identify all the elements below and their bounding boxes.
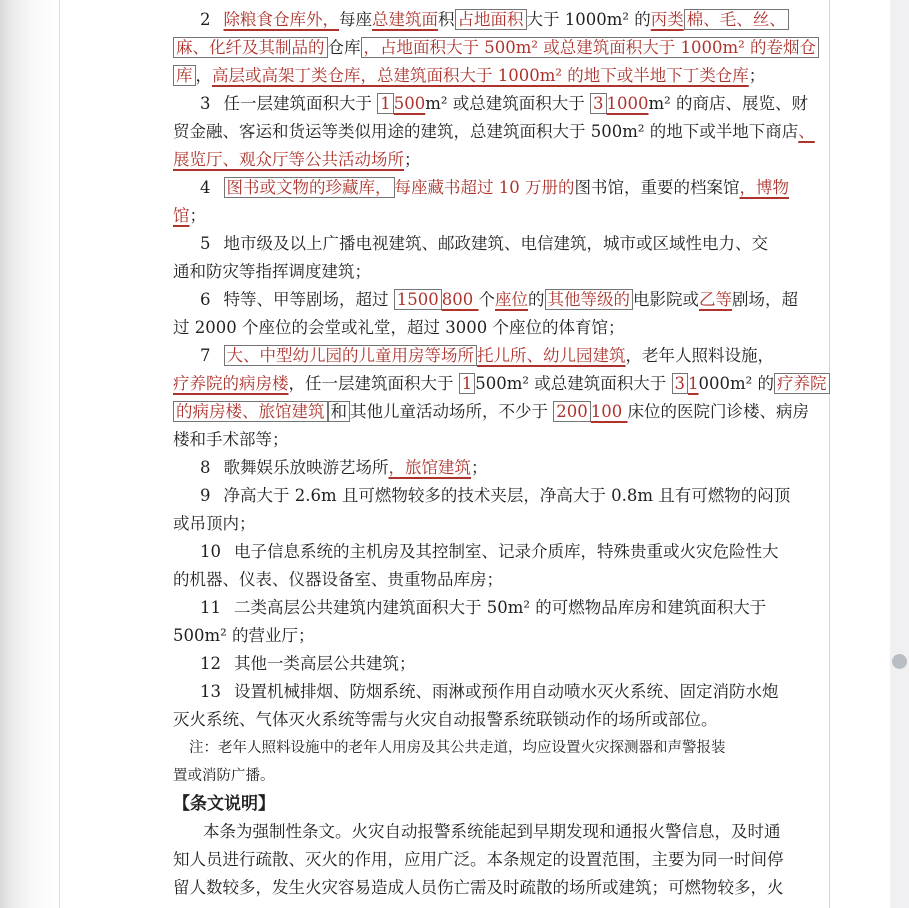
inserted-text-underlined: 500	[393, 94, 426, 113]
inserted-text-underlined: 100	[590, 402, 628, 421]
item-number: 9	[200, 486, 211, 505]
item-number: 13	[200, 682, 221, 701]
text-line	[173, 454, 739, 482]
body-text: ；	[404, 150, 421, 169]
text-line	[173, 286, 798, 314]
body-text: 电影院或	[633, 290, 699, 309]
item-number: 10	[200, 542, 221, 561]
deleted-text-boxed-black: 和	[328, 401, 351, 422]
text-line	[173, 510, 739, 538]
scrollbar-track[interactable]	[890, 0, 909, 908]
text-line	[173, 62, 766, 90]
body-text: 知人员进行疏散、灭火的作用，应用广泛。本条规定的设置范围，主要为同一时间停	[173, 850, 784, 869]
deleted-text-boxed: ，占地面积大于 500m² 或总建筑面积大于 1000m² 的卷烟仓	[361, 37, 820, 58]
body-text: m² 或总建筑面积大于	[425, 94, 591, 113]
body-text: m² 的商店、展览、财	[648, 94, 809, 113]
inserted-text-underlined: 1000	[606, 94, 649, 113]
body-text: 500m² 的营业厅；	[173, 626, 315, 645]
item-number: 6	[200, 290, 211, 309]
inserted-text-plain: 每座藏书超过 10 万册的	[394, 178, 575, 197]
text-line	[173, 230, 768, 258]
body-text: 或吊顶内；	[173, 514, 256, 533]
body-text: 的	[528, 290, 545, 309]
deleted-text-boxed: 1	[377, 93, 394, 114]
text-line	[173, 734, 739, 762]
text-line	[173, 6, 786, 34]
document-page	[59, 0, 830, 908]
deleted-text-boxed: 图书或文物的珍藏库，	[224, 177, 395, 198]
item-number: 5	[200, 234, 211, 253]
inserted-text-underlined: ，旅馆建筑	[388, 458, 471, 477]
inserted-text-underlined: 疗养院的病房楼	[173, 374, 289, 393]
body-text: 地市级及以上广播电视建筑、邮政建筑、电信建筑，城市或区域性电力、交	[223, 234, 768, 253]
body-text: 任一层建筑面积大于	[223, 94, 378, 113]
text-line	[173, 678, 779, 706]
text-line	[173, 90, 809, 118]
inserted-text-underlined: 高层或高架丁类仓库，总建筑面积大于 1000m² 的地下或半地下丁类仓库	[212, 66, 749, 85]
text-line	[173, 370, 827, 398]
body-text: 每座	[339, 10, 372, 29]
inserted-text-underlined: 展览厅、观众厅等公共活动场所	[173, 150, 404, 169]
deleted-text-boxed: 其他等级的	[545, 289, 634, 310]
body-text: 注：老年人照料设施中的老年人用房及其公共走道，均应设置火灾探测器和声警报装	[189, 740, 726, 756]
inserted-text-underlined: 、	[798, 122, 815, 141]
body-text: 通和防灾等指挥调度建筑；	[173, 262, 371, 281]
text-line	[173, 790, 739, 818]
inserted-text-underlined: ，博物	[739, 178, 789, 197]
text-line	[173, 342, 774, 370]
text-line	[173, 874, 784, 902]
text-line	[173, 594, 767, 622]
deleted-text-boxed: 大、中型幼儿园的儿童用房等场所	[224, 345, 478, 366]
body-text: 床位的医院门诊楼、病房	[627, 402, 809, 421]
text-line	[173, 118, 815, 146]
body-text: 图书馆，重要的档案馆	[574, 178, 740, 197]
inserted-text-underlined: 馆	[173, 206, 190, 225]
body-text: 贸金融、客运和货运等类似用途的建筑，总建筑面积大于 500m² 的地下或半地下商店	[173, 122, 799, 141]
inserted-text-underlined: 800	[441, 290, 479, 309]
text-line	[173, 762, 739, 790]
body-text: 剧场，超	[732, 290, 798, 309]
text-line	[173, 202, 739, 230]
text-line	[173, 258, 739, 286]
body-text: 其他一类高层公共建筑；	[234, 654, 416, 673]
deleted-text-boxed: 的病房楼、旅馆建筑	[173, 401, 328, 422]
body-text: 置或消防广播。	[173, 768, 275, 784]
body-text: 特等、甲等剧场，超过	[223, 290, 394, 309]
deleted-text-boxed: 疗养院	[774, 373, 830, 394]
inserted-text-underlined: 1	[688, 374, 699, 393]
item-number: 11	[200, 598, 221, 617]
body-text: ，任一层建筑面积大于	[288, 374, 459, 393]
deleted-text-boxed: 棉、毛、丝、	[684, 9, 789, 30]
inserted-text-underlined: 座位	[495, 290, 528, 309]
item-number: 7	[200, 346, 211, 365]
text-line	[173, 818, 781, 846]
item-number: 4	[200, 178, 211, 197]
body-text: 净高大于 2.6m 且可燃物较多的技术夹层，净高大于 0.8m 且有可燃物的闷顶	[223, 486, 791, 505]
deleted-text-boxed: 3	[672, 373, 689, 394]
deleted-text-boxed: 麻、化纤及其制品的	[173, 37, 328, 58]
deleted-text-boxed: 库	[173, 65, 196, 86]
page-left-shadow	[0, 0, 59, 908]
text-line	[173, 314, 739, 342]
text-line	[173, 538, 779, 566]
text-line	[173, 846, 784, 874]
body-text: 000m² 的	[698, 374, 774, 393]
body-text: 过 2000 个座位的会堂或礼堂，超过 3000 个座位的体育馆；	[173, 318, 625, 337]
deleted-text-boxed: 200	[553, 401, 591, 422]
inserted-text-underlined: 除粮食仓库外，	[223, 10, 339, 29]
item-number: 12	[200, 654, 221, 673]
deleted-text-boxed: 1	[459, 373, 476, 394]
text-line	[173, 174, 789, 202]
text-line	[173, 146, 739, 174]
text-line	[173, 650, 739, 678]
text-line	[173, 482, 791, 510]
body-text: ，老年人照料设施，	[625, 346, 774, 365]
body-text: 二类高层公共建筑内建筑面积大于 50m² 的可燃物品库房和建筑面积大于	[234, 598, 767, 617]
body-text: 留人数较多，发生火灾容易造成人员伤亡需及时疏散的场所或建筑；可燃物较多，火	[173, 878, 784, 897]
body-text: 的机器、仪表、仪器设备室、贵重物品库房；	[173, 570, 503, 589]
body-text: 大于 1000m² 的	[526, 10, 651, 29]
inserted-text-underlined: 总建筑面	[372, 10, 438, 29]
body-text: 灭火系统、气体灭火系统等需与火灾自动报警系统联锁动作的场所或部位。	[173, 710, 718, 729]
text-line	[173, 706, 739, 734]
body-text: ；	[748, 66, 766, 85]
body-text: 仓库	[327, 38, 361, 57]
body-text: 500m² 或总建筑面积大于	[475, 374, 672, 393]
body-text: ；	[471, 458, 488, 477]
text-line	[173, 622, 739, 650]
body-text: ，	[195, 66, 212, 85]
text-line	[173, 426, 739, 454]
deleted-text-boxed: 3	[590, 93, 607, 114]
inserted-text-underlined: 乙等	[699, 290, 732, 309]
body-text: 楼和手术部等；	[173, 430, 289, 449]
body-text: 积	[438, 10, 455, 29]
text-line	[173, 398, 809, 426]
text-line	[173, 566, 739, 594]
body-text: ；	[189, 206, 206, 225]
body-text: 个	[478, 290, 495, 309]
item-number: 2	[200, 10, 211, 29]
item-number: 3	[200, 94, 211, 113]
page-text	[173, 6, 827, 902]
body-text: 其他儿童活动场所，不少于	[350, 402, 554, 421]
body-text: 电子信息系统的主机房及其控制室、记录介质库，特殊贵重或火灾危险性大	[234, 542, 779, 561]
deleted-text-boxed: 占地面积	[455, 9, 527, 30]
body-text: 歌舞娱乐放映游艺场所	[223, 458, 389, 477]
inserted-text-underlined: 托儿所、幼儿园建筑	[477, 346, 626, 365]
item-number: 8	[200, 458, 211, 477]
body-text: 【条文说明】	[173, 794, 275, 814]
body-text: 设置机械排烟、防烟系统、雨淋或预作用自动喷水灭火系统、固定消防水炮	[234, 682, 779, 701]
text-line	[173, 34, 816, 62]
inserted-text-underlined: 丙类	[650, 10, 684, 29]
deleted-text-boxed: 1500	[394, 289, 442, 310]
body-text: 本条为强制性条文。火灾自动报警系统能起到早期发现和通报火警信息，及时通	[203, 822, 781, 841]
scrollbar-thumb[interactable]	[892, 654, 907, 669]
